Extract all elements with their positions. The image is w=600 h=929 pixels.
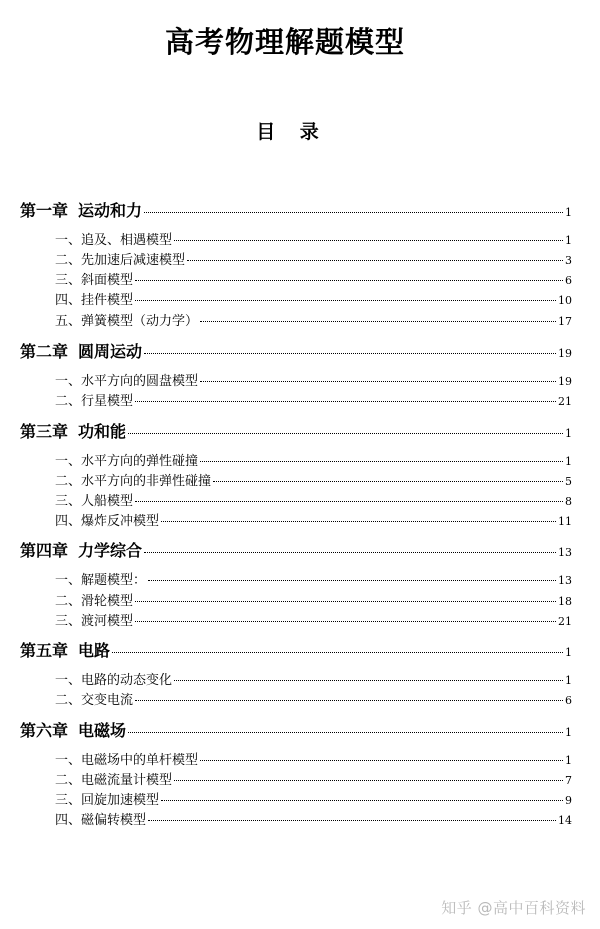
section-title: 一、水平方向的圆盘模型 <box>55 374 199 389</box>
toc-section-row[interactable] <box>55 749 572 768</box>
page-number: 21 <box>558 395 572 408</box>
page-number: 3 <box>565 254 572 267</box>
toc-section-row[interactable] <box>55 450 572 469</box>
page-number: 9 <box>565 794 572 807</box>
page-number: 14 <box>558 814 572 827</box>
toc-chapter-row[interactable] <box>20 198 572 221</box>
toc-chapter-row[interactable] <box>20 538 572 561</box>
leader-dots <box>200 760 563 761</box>
chapter-label: 第二章 <box>20 342 69 361</box>
toc-section-row[interactable] <box>55 510 572 529</box>
page-number: 1 <box>565 455 572 468</box>
leader-dots <box>148 580 556 581</box>
leader-dots <box>200 461 563 462</box>
chapter-label: 第六章 <box>20 721 69 740</box>
leader-dots <box>148 820 556 821</box>
page-number: 19 <box>558 347 572 360</box>
section-title: 二、电磁流量计模型 <box>55 773 173 788</box>
chapter-label: 第一章 <box>20 201 69 220</box>
leader-dots <box>112 652 563 653</box>
chapter-label: 第五章 <box>20 641 69 660</box>
page-number: 1 <box>565 646 572 659</box>
leader-dots <box>161 800 563 801</box>
toc-section-row[interactable] <box>55 669 572 688</box>
page-number: 1 <box>565 726 572 739</box>
chapter-name: 运动和力 <box>78 201 143 220</box>
section-title: 一、电磁场中的单杆模型 <box>55 753 199 768</box>
leader-dots <box>135 621 556 622</box>
section-title: 二、先加速后减速模型 <box>55 253 186 268</box>
leader-dots <box>135 700 563 701</box>
section-title: 二、滑轮模型 <box>55 594 134 609</box>
toc-section-row[interactable] <box>55 390 572 409</box>
page-number: 11 <box>558 515 572 528</box>
toc-section-row[interactable] <box>55 490 572 509</box>
watermark: 知乎 @高中百科资料 <box>441 899 586 917</box>
leader-dots <box>200 381 556 382</box>
leader-dots <box>144 552 556 553</box>
toc-section-row[interactable] <box>55 269 572 288</box>
toc-section-row[interactable] <box>55 590 572 609</box>
leader-dots <box>135 300 556 301</box>
page-number: 13 <box>558 546 572 559</box>
section-title: 三、斜面模型 <box>55 273 134 288</box>
page-number: 10 <box>558 294 572 307</box>
page-number: 1 <box>565 234 572 247</box>
toc-chapter-row[interactable] <box>20 638 572 661</box>
toc-heading: 目 录 <box>256 121 319 143</box>
toc-section-row[interactable] <box>55 370 572 389</box>
page-number: 1 <box>565 206 572 219</box>
leader-dots <box>135 601 556 602</box>
toc-section-row[interactable] <box>55 229 572 248</box>
chapter-name: 电路 <box>78 641 111 660</box>
page-number: 1 <box>565 427 572 440</box>
leader-dots <box>135 501 563 502</box>
section-title: 三、人船模型 <box>55 494 134 509</box>
page-number: 8 <box>565 495 572 508</box>
section-title: 三、渡河模型 <box>55 614 134 629</box>
toc-chapter-row[interactable] <box>20 419 572 442</box>
leader-dots <box>144 353 556 354</box>
leader-dots <box>200 321 556 322</box>
toc-section-row[interactable] <box>55 310 572 329</box>
toc-section-row[interactable] <box>55 569 572 588</box>
leader-dots <box>135 280 563 281</box>
page-number: 19 <box>558 375 572 388</box>
toc-section-row[interactable] <box>55 289 572 308</box>
leader-dots <box>174 240 563 241</box>
section-title: 一、电路的动态变化 <box>55 673 173 688</box>
section-title: 一、水平方向的弹性碰撞 <box>55 454 199 469</box>
section-title: 四、磁偏转模型 <box>55 813 147 828</box>
toc-section-row[interactable] <box>55 789 572 808</box>
section-title: 二、行星模型 <box>55 394 134 409</box>
page-number: 21 <box>558 615 572 628</box>
toc-section-row[interactable] <box>55 809 572 828</box>
toc-section-row[interactable] <box>55 610 572 629</box>
page-number: 1 <box>565 674 572 687</box>
toc-section-row[interactable] <box>55 249 572 268</box>
leader-dots <box>144 212 563 213</box>
chapter-label: 第四章 <box>20 541 69 560</box>
chapter-label: 第三章 <box>20 422 69 441</box>
page-number: 18 <box>558 595 572 608</box>
leader-dots <box>161 521 556 522</box>
chapter-name: 圆周运动 <box>78 342 143 361</box>
toc-chapter-row[interactable] <box>20 718 572 741</box>
leader-dots <box>174 780 563 781</box>
section-title: 二、交变电流 <box>55 693 134 708</box>
document-title: 高考物理解题模型 <box>164 25 405 59</box>
chapter-name: 力学综合 <box>78 541 143 560</box>
page-number: 6 <box>565 694 572 707</box>
leader-dots <box>128 433 563 434</box>
section-title: 五、弹簧模型（动力学） <box>55 314 199 329</box>
page-number: 1 <box>565 754 572 767</box>
page-number: 13 <box>558 574 572 587</box>
toc-section-row[interactable] <box>55 769 572 788</box>
leader-dots <box>213 481 563 482</box>
section-title: 一、解题模型： <box>55 573 147 588</box>
toc-chapter-row[interactable] <box>20 339 572 362</box>
section-title: 三、回旋加速模型 <box>55 793 160 808</box>
section-title: 四、挂件模型 <box>55 293 134 308</box>
leader-dots <box>135 401 556 402</box>
page-number: 5 <box>565 475 572 488</box>
toc-section-row[interactable] <box>55 470 572 489</box>
page-number: 7 <box>565 774 572 787</box>
leader-dots <box>187 260 563 261</box>
leader-dots <box>174 680 563 681</box>
leader-dots <box>128 732 563 733</box>
page-number: 6 <box>565 274 572 287</box>
section-title: 二、水平方向的非弹性碰撞 <box>55 474 212 489</box>
toc-section-row[interactable] <box>55 689 572 708</box>
chapter-name: 电磁场 <box>78 721 127 740</box>
page-number: 17 <box>558 315 572 328</box>
section-title: 一、追及、相遇模型 <box>55 233 173 248</box>
chapter-name: 功和能 <box>78 422 127 441</box>
section-title: 四、爆炸反冲模型 <box>55 514 160 529</box>
